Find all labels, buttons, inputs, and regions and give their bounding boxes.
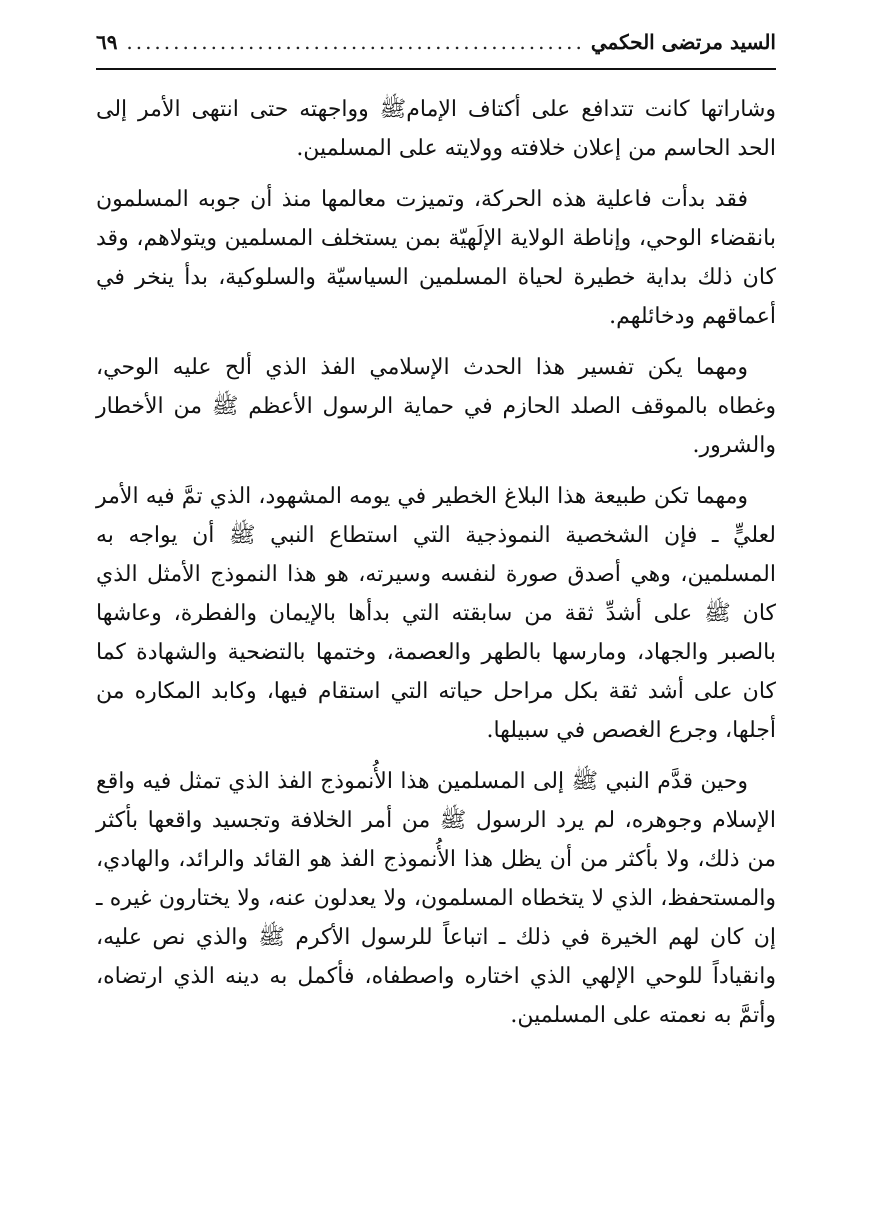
dot-leader <box>123 30 584 54</box>
body-text <box>96 90 776 1035</box>
paragraph-5: وحين قدَّم النبي ﷺ إلى المسلمين هذا الأُنموذج الفذ الذي تمثل فيه واقع الإسلام وجوهره، لم يرد الرسول ﷺ من أمر الخلافة وتجسيد واقعها بأكثر من ذلك، ولا بأكثر من أن يظل هذا الأُنموذج الفذ هو القائد والرائد، والهادي، والمستحفظ، الذي لا يتخطاه المسلمون، ولا يعدلون عنه، ولا يختارون غيره ـ إن كان لهم الخيرة في ذلك ـ اتباعاً للرسول الأكرم ﷺ والذي نص عليه، وانقياداً للوحي الإلهي الذي اختاره واصطفاه، فأكمل به دينه الذي ارتضاه، وأتمَّ به نعمته على المسلمين. <box>96 769 776 1028</box>
running-header-author: السيد مرتضى الحكمي <box>590 30 776 54</box>
paragraph-1: وشاراتها كانت تتدافع على أكتاف الإمامﷺ وواجهته حتى انتهى الأمر إلى الحد الحاسم من إعلان خلافته وولايته على المسلمين. <box>96 97 776 161</box>
header-rule <box>96 68 776 70</box>
paragraph-3: ومهما يكن تفسير هذا الحدث الإسلامي الفذ الذي ألح عليه الوحي، وغطاه بالموقف الصلد الحازم في حماية الرسول الأعظم ﷺ من الأخطار والشرور. <box>96 355 776 458</box>
page-number: ٦٩ <box>96 30 118 54</box>
running-header <box>96 30 776 64</box>
book-page <box>96 30 776 1047</box>
paragraph-2: فقد بدأت فاعلية هذه الحركة، وتميزت معالمها منذ أن جوبه المسلمون بانقضاء الوحي، وإناطة الولاية الإلَهيّة بمن يستخلف المسلمين ويتولاهم، وقد كان ذلك بداية خطيرة لحياة المسلمين السياسيّة والسلوكية، بدأ ينخر في أعماقهم ودخائلهم. <box>96 187 777 329</box>
paragraph-4: ومهما تكن طبيعة هذا البلاغ الخطير في يومه المشهود، الذي تمَّ فيه الأمر لعليٍّ ـ فإن الشخصية النموذجية التي استطاع النبي ﷺ أن يواجه به المسلمين، وهي أصدق صورة لنفسه وسيرته، هو هذا النموذج الأمثل الذي كان ﷺ على أشدِّ ثقة من سابقته التي بدأها بالإيمان والفطرة، وعاشها بالصبر والجهاد، ومارسها بالطهر والعصمة، وختمها بالتضحية والشهادة كما كان على أشد ثقة بكل مراحل حياته التي استقام فيها، وكابد المكاره من أجلها، وجرع الغصص في سبيلها. <box>96 484 776 743</box>
